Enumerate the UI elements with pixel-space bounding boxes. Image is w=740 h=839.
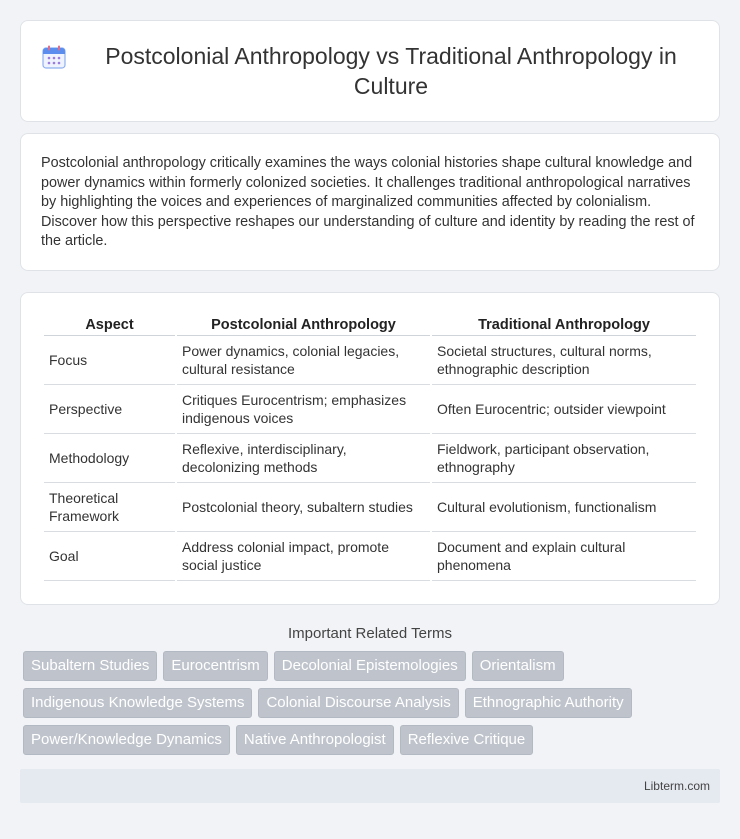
term-tag[interactable]: Indigenous Knowledge Systems xyxy=(23,688,252,718)
related-terms-title: Important Related Terms xyxy=(288,625,452,642)
intro-card xyxy=(20,133,720,271)
title-card xyxy=(20,20,720,122)
table-row xyxy=(44,385,696,434)
term-tag[interactable]: Decolonial Epistemologies xyxy=(274,651,466,681)
footer xyxy=(20,769,720,803)
cell-aspect: Perspective xyxy=(44,385,175,434)
cell-postcolonial: Critiques Eurocentrism; emphasizes indigenous voices xyxy=(177,385,430,434)
term-tag[interactable]: Reflexive Critique xyxy=(400,725,534,755)
calendar-icon xyxy=(41,44,67,70)
cell-aspect: Theoretical Framework xyxy=(44,483,175,532)
term-tag[interactable]: Native Anthropologist xyxy=(236,725,394,755)
related-terms-list xyxy=(20,651,720,755)
table-row xyxy=(44,532,696,581)
term-tag[interactable]: Ethnographic Authority xyxy=(465,688,632,718)
table-row xyxy=(44,483,696,532)
table-row xyxy=(44,434,696,483)
term-tag[interactable]: Colonial Discourse Analysis xyxy=(258,688,458,718)
cell-traditional: Cultural evolutionism, functionalism xyxy=(432,483,696,532)
related-terms-section xyxy=(20,625,720,755)
table-header-row xyxy=(44,313,696,336)
cell-postcolonial: Address colonial impact, promote social justice xyxy=(177,532,430,581)
cell-traditional: Fieldwork, participant observation, ethnography xyxy=(432,434,696,483)
intro-paragraph: Postcolonial anthropology critically examines the ways colonial histories shape cultural knowledge and power dynamics within formerly colonized societies. It challenges traditional anthropological narratives by highlighting the voices and experiences of marginalized communities affected by colonialism. Discover how this perspective reshapes our understanding of culture and identity by reading the rest of the article. xyxy=(41,155,695,249)
cell-aspect: Focus xyxy=(44,336,175,385)
cell-aspect: Goal xyxy=(44,532,175,581)
page-title: Postcolonial Anthropology vs Traditional Anthropology in Culture xyxy=(105,43,677,99)
term-tag[interactable]: Power/Knowledge Dynamics xyxy=(23,725,230,755)
header-postcolonial: Postcolonial Anthropology xyxy=(177,313,430,336)
cell-postcolonial: Reflexive, interdisciplinary, decolonizing methods xyxy=(177,434,430,483)
comparison-card xyxy=(20,292,720,605)
term-tag[interactable]: Orientalism xyxy=(472,651,564,681)
cell-traditional: Often Eurocentric; outsider viewpoint xyxy=(432,385,696,434)
comparison-table xyxy=(42,313,698,581)
table-row xyxy=(44,336,696,385)
cell-aspect: Methodology xyxy=(44,434,175,483)
footer-site-link[interactable]: Libterm.com xyxy=(643,779,710,793)
header-traditional: Traditional Anthropology xyxy=(432,313,696,336)
header-aspect: Aspect xyxy=(44,313,175,336)
term-tag[interactable]: Eurocentrism xyxy=(163,651,267,681)
title-wrap xyxy=(41,41,699,101)
cell-postcolonial: Postcolonial theory, subaltern studies xyxy=(177,483,430,532)
cell-traditional: Document and explain cultural phenomena xyxy=(432,532,696,581)
cell-traditional: Societal structures, cultural norms, ethnographic description xyxy=(432,336,696,385)
cell-postcolonial: Power dynamics, colonial legacies, cultural resistance xyxy=(177,336,430,385)
term-tag[interactable]: Subaltern Studies xyxy=(23,651,157,681)
